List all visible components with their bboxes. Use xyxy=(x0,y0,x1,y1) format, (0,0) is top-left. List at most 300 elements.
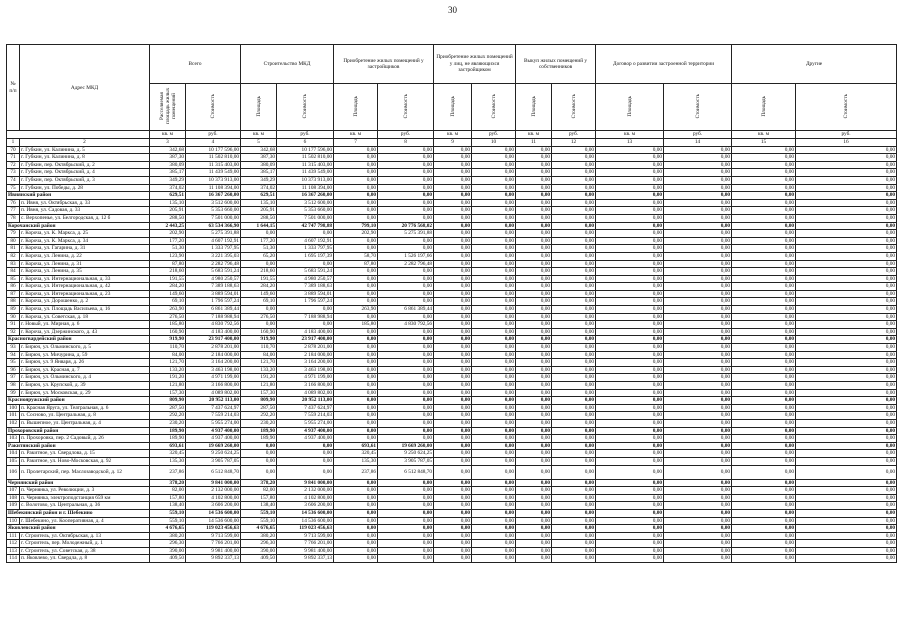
value-cell: 0,00 xyxy=(596,298,664,306)
address-cell: г. Бирюч, ул. Крупской, д. 39 xyxy=(20,382,150,390)
value-cell: 14 536 600,00 xyxy=(186,509,241,517)
value-cell: 0,00 xyxy=(732,517,796,525)
value-cell: 0,00 xyxy=(596,540,664,548)
value-cell: 0,00 xyxy=(472,328,516,336)
address-cell: г. Губкин, пер. Октябрьский, д. 2 xyxy=(20,161,150,169)
value-cell: 0,00 xyxy=(552,404,596,412)
col-header-acquire-non-developers: Приобретение жилых помещений у лиц, не являющихся застройщиком xyxy=(434,45,516,84)
value-cell: 0,00 xyxy=(732,494,796,502)
address-cell: п. Чернянка, электроподстанция 659 км xyxy=(20,494,150,502)
district-total-row xyxy=(7,442,897,450)
value-cell: 0,00 xyxy=(552,207,596,215)
value-cell: 0,00 xyxy=(664,555,732,563)
sub-header-label: Стоимость xyxy=(843,93,850,119)
column-number-cell: 10 xyxy=(472,139,516,147)
value-cell: 0,00 xyxy=(796,374,897,382)
value-cell: 0,00 xyxy=(516,214,552,222)
value-cell: 0,00 xyxy=(732,245,796,253)
value-cell: 191,55 xyxy=(150,275,186,283)
value-cell: 0,00 xyxy=(552,252,596,260)
value-cell: 0,00 xyxy=(516,313,552,321)
value-cell: 0,00 xyxy=(732,555,796,563)
value-cell: 0,00 xyxy=(516,555,552,563)
value-cell: 4 980 250,57 xyxy=(277,275,334,283)
value-cell: 0,00 xyxy=(472,525,516,533)
unit-cell: руб. xyxy=(378,131,434,139)
value-cell: 0,00 xyxy=(516,237,552,245)
row-number-cell: 74 xyxy=(7,176,20,184)
value-cell: 0,00 xyxy=(516,306,552,314)
value-cell: 0,00 xyxy=(434,252,472,260)
value-cell: 0,00 xyxy=(796,230,897,238)
value-cell: 0,00 xyxy=(732,283,796,291)
value-cell: 3 512 600,00 xyxy=(186,199,241,207)
value-cell: 157,80 xyxy=(241,494,277,502)
value-cell: 0,00 xyxy=(596,313,664,321)
value-cell: 51,30 xyxy=(150,245,186,253)
value-cell: 0,00 xyxy=(732,230,796,238)
value-cell: 0,00 xyxy=(472,260,516,268)
value-cell: 0,00 xyxy=(472,245,516,253)
value-cell: 11 108 394,00 xyxy=(277,184,334,192)
value-cell: 0,00 xyxy=(378,313,434,321)
value-cell: 320,45 xyxy=(334,450,378,458)
value-cell: 87,80 xyxy=(150,260,186,268)
value-cell: 0,00 xyxy=(472,442,516,450)
value-cell: 0,00 xyxy=(378,517,434,525)
value-cell: 0,00 xyxy=(732,509,796,517)
row-number-cell: 95 xyxy=(7,359,20,367)
address-cell: г. Губкин, ул. Калинина, д. 5 xyxy=(20,146,150,154)
value-cell: 177,20 xyxy=(241,237,277,245)
value-cell: 0,00 xyxy=(796,252,897,260)
value-cell: 0,00 xyxy=(334,290,378,298)
value-cell: 69,10 xyxy=(150,298,186,306)
value-cell: 4 607 192,91 xyxy=(277,237,334,245)
value-cell: 0,00 xyxy=(434,321,472,329)
value-cell: 0,00 xyxy=(434,298,472,306)
value-cell: 0,00 xyxy=(241,442,277,450)
value-cell: 0,00 xyxy=(241,450,277,458)
value-cell: 0,00 xyxy=(552,412,596,420)
value-cell: 0,00 xyxy=(472,306,516,314)
value-cell: 0,00 xyxy=(664,509,732,517)
value-cell: 0,00 xyxy=(378,509,434,517)
value-cell: 0,00 xyxy=(796,487,897,495)
value-cell: 0,00 xyxy=(334,502,378,510)
value-cell: 0,00 xyxy=(552,245,596,253)
table-row xyxy=(7,435,897,443)
value-cell: 0,00 xyxy=(472,222,516,230)
value-cell: 0,00 xyxy=(378,344,434,352)
value-cell: 6 512 848,70 xyxy=(378,465,434,479)
value-cell: 11 502 810,00 xyxy=(277,154,334,162)
value-cell: 0,00 xyxy=(334,487,378,495)
value-cell: 0,00 xyxy=(552,275,596,283)
row-number-cell: 87 xyxy=(7,290,20,298)
value-cell: 84,00 xyxy=(241,351,277,359)
unit-cell-empty xyxy=(7,131,150,139)
value-cell: 0,00 xyxy=(472,176,516,184)
value-cell: 0,00 xyxy=(434,161,472,169)
row-number-cell: 100 xyxy=(7,404,20,412)
value-cell: 0,00 xyxy=(516,192,552,200)
row-number-cell: 92 xyxy=(7,328,20,336)
sub-header-label: Площадь xyxy=(626,95,633,117)
district-total-row xyxy=(7,336,897,344)
value-cell: 0,00 xyxy=(596,260,664,268)
value-cell: 0,00 xyxy=(516,525,552,533)
table-row xyxy=(7,487,897,495)
value-cell: 0,00 xyxy=(664,344,732,352)
unit-cell: руб. xyxy=(552,131,596,139)
address-cell: г. Короча, ул. Дорошенко, д. 2 xyxy=(20,298,150,306)
value-cell: 0,00 xyxy=(334,435,378,443)
row-number-cell: 86 xyxy=(7,283,20,291)
address-cell: г. Короча, ул. Ленина, д. 35 xyxy=(20,268,150,276)
value-cell: 19 669 260,00 xyxy=(186,442,241,450)
value-cell: 378,20 xyxy=(241,479,277,487)
value-cell: 0,00 xyxy=(664,502,732,510)
value-cell: 0,00 xyxy=(378,494,434,502)
value-cell: 0,00 xyxy=(796,275,897,283)
address-cell: г. Бирюч, ул. Красная, д. 7 xyxy=(20,366,150,374)
value-cell: 0,00 xyxy=(664,404,732,412)
sub-header-label: Стоимость xyxy=(302,93,308,119)
value-cell: 0,00 xyxy=(378,283,434,291)
value-cell: 0,00 xyxy=(472,214,516,222)
value-cell: 0,00 xyxy=(334,479,378,487)
value-cell: 0,00 xyxy=(732,207,796,215)
value-cell: 0,00 xyxy=(472,161,516,169)
table-row xyxy=(7,547,897,555)
value-cell: 0,00 xyxy=(334,344,378,352)
value-cell: 11 439 549,00 xyxy=(277,169,334,177)
value-cell: 0,00 xyxy=(596,479,664,487)
sub-header-area xyxy=(241,84,277,131)
value-cell: 1 333 797,95 xyxy=(186,245,241,253)
value-cell: 0,00 xyxy=(378,237,434,245)
value-cell: 0,00 xyxy=(664,260,732,268)
unit-cell: кв. м xyxy=(596,131,664,139)
value-cell: 0,00 xyxy=(334,199,378,207)
value-cell: 177,20 xyxy=(150,237,186,245)
value-cell: 0,00 xyxy=(434,230,472,238)
column-number-cell: 12 xyxy=(552,139,596,147)
value-cell: 0,00 xyxy=(732,502,796,510)
value-cell: 0,00 xyxy=(732,344,796,352)
address-cell: г. Бирюч, ул. Ольминского, д. 5 xyxy=(20,344,150,352)
sub-header-area xyxy=(596,84,664,131)
table-row xyxy=(7,344,897,352)
column-number-cell: 6 xyxy=(277,139,334,147)
row-number-cell: 81 xyxy=(7,245,20,253)
value-cell: 0,00 xyxy=(664,222,732,230)
value-cell: 0,00 xyxy=(732,192,796,200)
value-cell: 0,00 xyxy=(434,555,472,563)
table-row xyxy=(7,419,897,427)
value-cell: 0,00 xyxy=(796,176,897,184)
value-cell: 0,00 xyxy=(596,146,664,154)
value-cell: 0,00 xyxy=(434,146,472,154)
address-cell: п. Яковлево, ул. Свердла, д. 8 xyxy=(20,555,150,563)
value-cell: 230,20 xyxy=(241,419,277,427)
value-cell: 0,00 xyxy=(472,192,516,200)
value-cell: 0,00 xyxy=(796,351,897,359)
value-cell: 0,00 xyxy=(516,427,552,435)
value-cell: 4 676,65 xyxy=(241,525,277,533)
value-cell: 0,00 xyxy=(596,161,664,169)
value-cell: 0,00 xyxy=(732,260,796,268)
table-row xyxy=(7,328,897,336)
value-cell: 0,00 xyxy=(434,517,472,525)
value-cell: 0,00 xyxy=(596,465,664,479)
value-cell: 0,00 xyxy=(732,275,796,283)
value-cell: 0,00 xyxy=(378,532,434,540)
value-cell: 0,00 xyxy=(552,146,596,154)
row-number-cell: 90 xyxy=(7,313,20,321)
value-cell: 0,00 xyxy=(516,184,552,192)
value-cell: 320,45 xyxy=(150,450,186,458)
value-cell: 191,20 xyxy=(241,374,277,382)
value-cell: 0,00 xyxy=(434,275,472,283)
row-number-cell: 78 xyxy=(7,214,20,222)
value-cell: 292,20 xyxy=(150,412,186,420)
value-cell: 0,00 xyxy=(516,222,552,230)
value-cell: 14 536 600,00 xyxy=(186,517,241,525)
value-cell: 4 183 400,00 xyxy=(186,328,241,336)
value-cell: 276,50 xyxy=(241,313,277,321)
value-cell: 0,00 xyxy=(472,487,516,495)
value-cell: 0,00 xyxy=(516,351,552,359)
column-number-cell: 9 xyxy=(434,139,472,147)
district-total-row xyxy=(7,192,897,200)
value-cell: 0,00 xyxy=(796,298,897,306)
value-cell: 2 184 000,00 xyxy=(277,351,334,359)
value-cell: 0,00 xyxy=(552,169,596,177)
value-cell: 6 861 389,44 xyxy=(186,306,241,314)
value-cell: 0,00 xyxy=(378,540,434,548)
value-cell: 0,00 xyxy=(378,389,434,397)
value-cell: 0,00 xyxy=(552,389,596,397)
value-cell: 0,00 xyxy=(334,509,378,517)
value-cell: 3 221 395,03 xyxy=(186,252,241,260)
value-cell: 10 373 913,00 xyxy=(186,176,241,184)
value-cell: 0,00 xyxy=(472,359,516,367)
district-name-cell: Красногвардейский район xyxy=(7,336,150,344)
value-cell: 2 132 000,00 xyxy=(186,487,241,495)
value-cell: 0,00 xyxy=(516,479,552,487)
value-cell: 5 353 660,00 xyxy=(277,207,334,215)
value-cell: 0,00 xyxy=(796,359,897,367)
value-cell: 11 439 549,00 xyxy=(186,169,241,177)
value-cell: 4 980 250,57 xyxy=(186,275,241,283)
value-cell: 3 606 200,00 xyxy=(277,502,334,510)
value-cell: 0,00 xyxy=(552,525,596,533)
value-cell: 9 713 599,00 xyxy=(186,532,241,540)
value-cell: 0,00 xyxy=(434,374,472,382)
value-cell: 11 315 403,00 xyxy=(186,161,241,169)
value-cell: 0,00 xyxy=(732,359,796,367)
value-cell: 380,09 xyxy=(241,161,277,169)
value-cell: 0,00 xyxy=(378,336,434,344)
value-cell: 0,00 xyxy=(796,457,897,465)
value-cell: 0,00 xyxy=(434,344,472,352)
value-cell: 0,00 xyxy=(334,154,378,162)
value-cell: 0,00 xyxy=(434,442,472,450)
value-cell: 0,00 xyxy=(516,412,552,420)
value-cell: 380,20 xyxy=(241,532,277,540)
row-number-cell: 80 xyxy=(7,237,20,245)
value-cell: 0,00 xyxy=(552,321,596,329)
value-cell: 0,00 xyxy=(732,450,796,458)
value-cell: 0,00 xyxy=(796,555,897,563)
row-number-cell: 70 xyxy=(7,146,20,154)
value-cell: 0,00 xyxy=(472,382,516,390)
value-cell: 629,51 xyxy=(150,192,186,200)
value-cell: 0,00 xyxy=(434,457,472,465)
value-cell: 0,00 xyxy=(732,237,796,245)
value-cell: 110,70 xyxy=(150,344,186,352)
value-cell: 82,00 xyxy=(241,487,277,495)
value-cell: 0,00 xyxy=(472,509,516,517)
value-cell: 0,00 xyxy=(596,169,664,177)
value-cell: 409,50 xyxy=(150,555,186,563)
address-cell: п. Ракитное, ул. Ново-Московская, д. 92 xyxy=(20,457,150,465)
value-cell: 82,00 xyxy=(150,487,186,495)
row-number-cell: 85 xyxy=(7,275,20,283)
value-cell: 7 766 201,00 xyxy=(277,540,334,548)
value-cell: 0,00 xyxy=(664,199,732,207)
value-cell: 0,00 xyxy=(552,435,596,443)
value-cell: 0,00 xyxy=(472,412,516,420)
value-cell: 0,00 xyxy=(241,457,277,465)
table-row xyxy=(7,359,897,367)
page-number: 30 xyxy=(448,5,457,15)
value-cell: 0,00 xyxy=(664,374,732,382)
value-cell: 121,80 xyxy=(150,382,186,390)
value-cell: 0,00 xyxy=(552,502,596,510)
value-cell: 0,00 xyxy=(334,404,378,412)
value-cell: 0,00 xyxy=(796,161,897,169)
value-cell: 0,00 xyxy=(516,502,552,510)
value-cell: 0,00 xyxy=(334,176,378,184)
value-cell: 0,00 xyxy=(664,290,732,298)
value-cell: 230,20 xyxy=(150,419,186,427)
row-number-cell: 75 xyxy=(7,184,20,192)
value-cell: 0,00 xyxy=(796,494,897,502)
value-cell: 342,68 xyxy=(241,146,277,154)
value-cell: 0,00 xyxy=(434,184,472,192)
value-cell: 0,00 xyxy=(732,184,796,192)
value-cell: 0,00 xyxy=(796,169,897,177)
value-cell: 3 166 800,00 xyxy=(277,382,334,390)
value-cell: 0,00 xyxy=(472,547,516,555)
sub-header-total-area xyxy=(150,84,186,131)
value-cell: 0,00 xyxy=(434,169,472,177)
sub-header-label: Стоимость xyxy=(402,93,409,119)
value-cell: 0,00 xyxy=(378,502,434,510)
address-cell: п. Вышепное, ул. Центральная, д. 4 xyxy=(20,419,150,427)
value-cell: 0,00 xyxy=(664,176,732,184)
sub-header-label: Площадь xyxy=(449,95,456,117)
row-number-cell: 110 xyxy=(7,517,20,525)
table-row xyxy=(7,306,897,314)
unit-cell: кв. м xyxy=(516,131,552,139)
value-cell: 189,90 xyxy=(241,435,277,443)
value-cell: 2 282 796,48 xyxy=(186,260,241,268)
value-cell: 0,00 xyxy=(472,494,516,502)
column-number-cell: 3 xyxy=(150,139,186,147)
value-cell: 0,00 xyxy=(378,268,434,276)
value-cell: 0,00 xyxy=(796,517,897,525)
table-row xyxy=(7,351,897,359)
value-cell: 0,00 xyxy=(552,154,596,162)
value-cell: 0,00 xyxy=(796,268,897,276)
value-cell: 0,00 xyxy=(516,532,552,540)
value-cell: 0,00 xyxy=(732,169,796,177)
value-cell: 0,00 xyxy=(664,389,732,397)
table-row xyxy=(7,517,897,525)
value-cell: 0,00 xyxy=(552,397,596,405)
value-cell: 0,00 xyxy=(664,321,732,329)
value-cell: 0,00 xyxy=(596,328,664,336)
address-cell: г. Бирюч, ул. Ольминского, д. 4 xyxy=(20,374,150,382)
value-cell: 0,00 xyxy=(434,502,472,510)
district-total-row xyxy=(7,222,897,230)
value-cell: 292,20 xyxy=(241,412,277,420)
value-cell: 0,00 xyxy=(434,479,472,487)
value-cell: 7 766 201,00 xyxy=(186,540,241,548)
value-cell: 0,00 xyxy=(434,494,472,502)
col-header-other: Другие xyxy=(732,45,897,84)
value-cell: 0,00 xyxy=(434,214,472,222)
value-cell: 0,00 xyxy=(516,517,552,525)
value-cell: 0,00 xyxy=(732,321,796,329)
value-cell: 0,00 xyxy=(732,268,796,276)
col-header-territory: Договор о развитии застроенной территории xyxy=(596,45,732,84)
sub-header-label: Площадь xyxy=(530,95,537,117)
value-cell: 189,90 xyxy=(150,435,186,443)
sub-header-cost xyxy=(664,84,732,131)
col-header-n: № п/п xyxy=(7,45,20,131)
value-cell: 799,10 xyxy=(334,222,378,230)
value-cell: 0,00 xyxy=(378,366,434,374)
value-cell: 0,00 xyxy=(434,419,472,427)
value-cell: 0,00 xyxy=(596,502,664,510)
value-cell: 0,00 xyxy=(552,351,596,359)
sub-header-label: Стоимость xyxy=(570,93,577,119)
value-cell: 0,00 xyxy=(434,245,472,253)
value-cell: 123,90 xyxy=(150,252,186,260)
address-cell: г. Короча, ул. Площадь Васильева, д. 16 xyxy=(20,306,150,314)
value-cell: 0,00 xyxy=(434,192,472,200)
value-cell: 20 776 568,02 xyxy=(378,222,434,230)
value-cell: 0,00 xyxy=(596,457,664,465)
value-cell: 0,00 xyxy=(378,487,434,495)
value-cell: 0,00 xyxy=(596,176,664,184)
value-cell: 0,00 xyxy=(472,283,516,291)
value-cell: 0,00 xyxy=(552,222,596,230)
sub-header-area xyxy=(516,84,552,131)
table-row xyxy=(7,404,897,412)
value-cell: 0,00 xyxy=(378,555,434,563)
value-cell: 0,00 xyxy=(378,351,434,359)
value-cell: 14 536 600,00 xyxy=(277,509,334,517)
value-cell: 0,00 xyxy=(552,230,596,238)
value-cell: 3 463 198,00 xyxy=(186,366,241,374)
address-cell: п. Ивня, ул. Октябрьская, д. 33 xyxy=(20,199,150,207)
